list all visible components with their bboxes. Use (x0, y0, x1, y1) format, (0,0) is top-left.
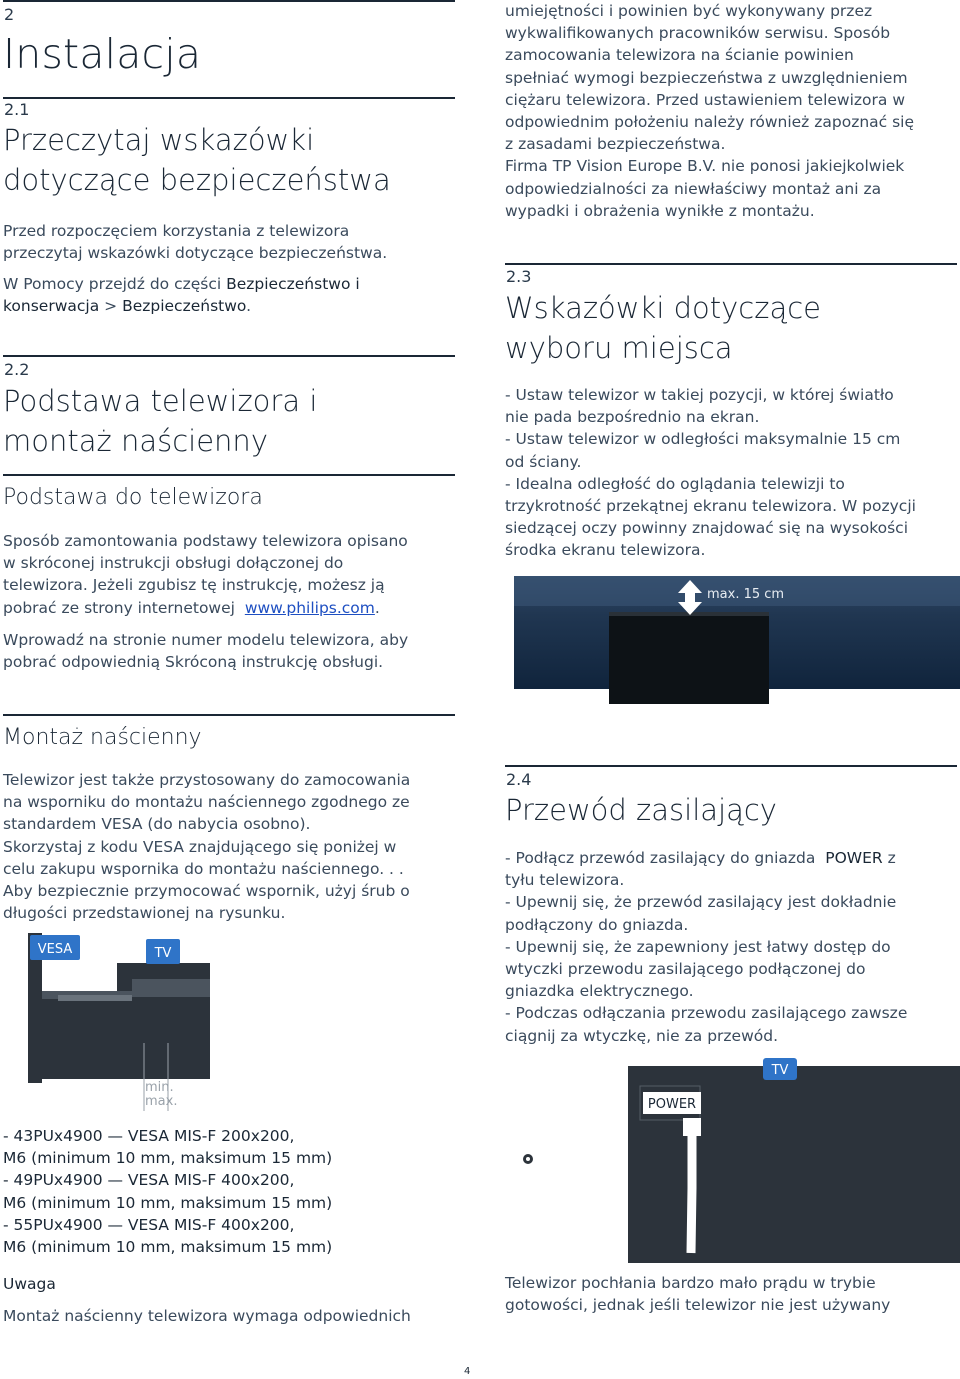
section-2-3-title: Wskazówki dotyczące wyboru miejsca (505, 291, 821, 365)
section-2-2-title: Podstawa telewizora i montaż naścienny (3, 384, 318, 458)
section-2-1-paragraph-1: Przed rozpoczęciem korzystania z telewizora przeczytaj wskazówki dotyczące bezpieczeństwa. (3, 222, 388, 263)
tv-badge-label: TV (771, 1063, 789, 1078)
placement-tips: - Ustaw telewizor w takiej pozycji, w której światło nie pada bezpośrednio na ekran. - Ustaw telewizor w odległości maksymalnie 15 cm od ściany. - Idealna odległość do oglądania telewizji to trzykrotność przekątnej ekranu telewizora. W pozycji siedzącej oczy powinny znajdować się na wysokości środka ekranu telewizora. (505, 386, 916, 560)
section-2-4-rule (505, 765, 957, 767)
section-2-1-paragraph-2: W Pomocy przejdź do części Bezpieczeństwo i konserwacja > Bezpieczeństwo. (3, 275, 360, 316)
chapter-number: 2 (4, 5, 15, 24)
power-plug-icon (515, 1136, 541, 1186)
max-15cm-label: max. 15 cm (707, 587, 785, 602)
stand-paragraph: Sposób zamontowania podstawy telewizora opisano w skróconej instrukcji obsługi dołączonej do telewizora. Jeżeli zgubisz tę instrukcję, możesz ją pobrać ze strony internetowej www.philips.com. (3, 532, 408, 617)
wallmount-continued: umiejętności i powinien być wykonywany przez wykwalifikowanych pracowników serwisu. Sposób zamocowania telewizora na ścianie powinien spełniać wymogi bezpieczeństwa z uwzględnieniem ciężaru telewizora. Przed ustawieniem telewizora w odpowiednim położeniu należy również zapoznać się z zasadami bezpieczeństwa. Firma TP Vision Europe B.V. nie ponosi jakiejkolwiek odpowiedzialności za niewłaściwy montaż ani za wypadki i obrażenia wynikłe z montażu. (505, 2, 915, 220)
page-number: 4 (464, 1366, 471, 1377)
philips-website-link[interactable]: www.philips.com (244, 598, 375, 617)
section-2-4-number: 2.4 (506, 770, 532, 789)
wallmount-paragraph: Telewizor jest także przystosowany do zamocowania na wsporniku do montażu naściennego zgodnego ze standardem VESA (do nabycia osobno). Skorzystaj z kodu VESA znajdującego się poniżej w celu zakupu wspornika do montażu naściennego. . . Aby bezpiecznie przymocować wspornik, użyj śrub o długości przedstawionej na rysunku. (3, 771, 411, 923)
section-2-1-title: Przeczytaj wskazówki dotyczące bezpieczeństwa (3, 123, 391, 197)
power-port-label: POWER (647, 1097, 697, 1112)
section-2-1-rule (3, 97, 455, 99)
note-text: Montaż naścienny telewizora wymaga odpowiednich (3, 1307, 411, 1325)
subsection-stand-rule (3, 474, 455, 476)
power-socket-label: POWER (825, 849, 883, 867)
vesa-screw-figure (20, 933, 220, 1111)
power-cord-tips: - Podłącz przewód zasilający do gniazda POWER z tyłu telewizora. - Upewnij się, że przewód zasilający jest dokładnie podłączony do gniazda. - Upewnij się, że zapewniony jest łatwy dostęp do wtyczki przewodu zasilającego podłączonej do gniazdka elektrycznego. - Podczas odłączania przewodu zasilającego zawsze ciągnij za wtyczkę, nie za przewód. (505, 849, 908, 1045)
subsection-wallmount-rule (3, 714, 455, 716)
wall-distance-figure (514, 576, 960, 704)
stand-paragraph-2: Wprowadź na stronie numer modelu telewizora, aby pobrać odpowiednią Skróconą instrukcję obsługi. (3, 631, 409, 672)
subsection-stand-title: Podstawa do telewizora (3, 485, 263, 510)
section-2-4-title: Przewód zasilający (505, 793, 777, 827)
section-2-3-rule (505, 263, 957, 265)
standby-paragraph: Telewizor pochłania bardzo mało prądu w trybie gotowości, jednak jeśli telewizor nie jest używany (505, 1274, 891, 1315)
section-2-2-number: 2.2 (4, 360, 30, 379)
help-link-safety: Bezpieczeństwo (226, 275, 351, 293)
tv-label: TV (154, 946, 172, 961)
max-label: max. (145, 1094, 178, 1109)
note-title: Uwaga (3, 1275, 56, 1293)
chapter-rule (3, 0, 455, 2)
section-2-2-rule (3, 355, 455, 357)
vesa-models-list: - 43PUx4900 — VESA MIS-F 200x200, M6 (minimum 10 mm, maksimum 15 mm) - 49PUx4900 — VESA MIS-F 400x200, M6 (minimum 10 mm, maksimum 15 mm) - 55PUx4900 — VESA MIS-F 400x200, M6 (minimum 10 mm, maksimum 15 mm) (3, 1127, 333, 1257)
subsection-wallmount-title: Montaż naścienny (3, 725, 202, 750)
section-2-3-number: 2.3 (506, 267, 532, 286)
section-2-1-number: 2.1 (4, 100, 30, 119)
vesa-label: VESA (37, 942, 73, 957)
chapter-title: Instalacja (3, 30, 202, 78)
power-cord-figure (505, 1058, 960, 1263)
min-label: min. (145, 1080, 174, 1095)
